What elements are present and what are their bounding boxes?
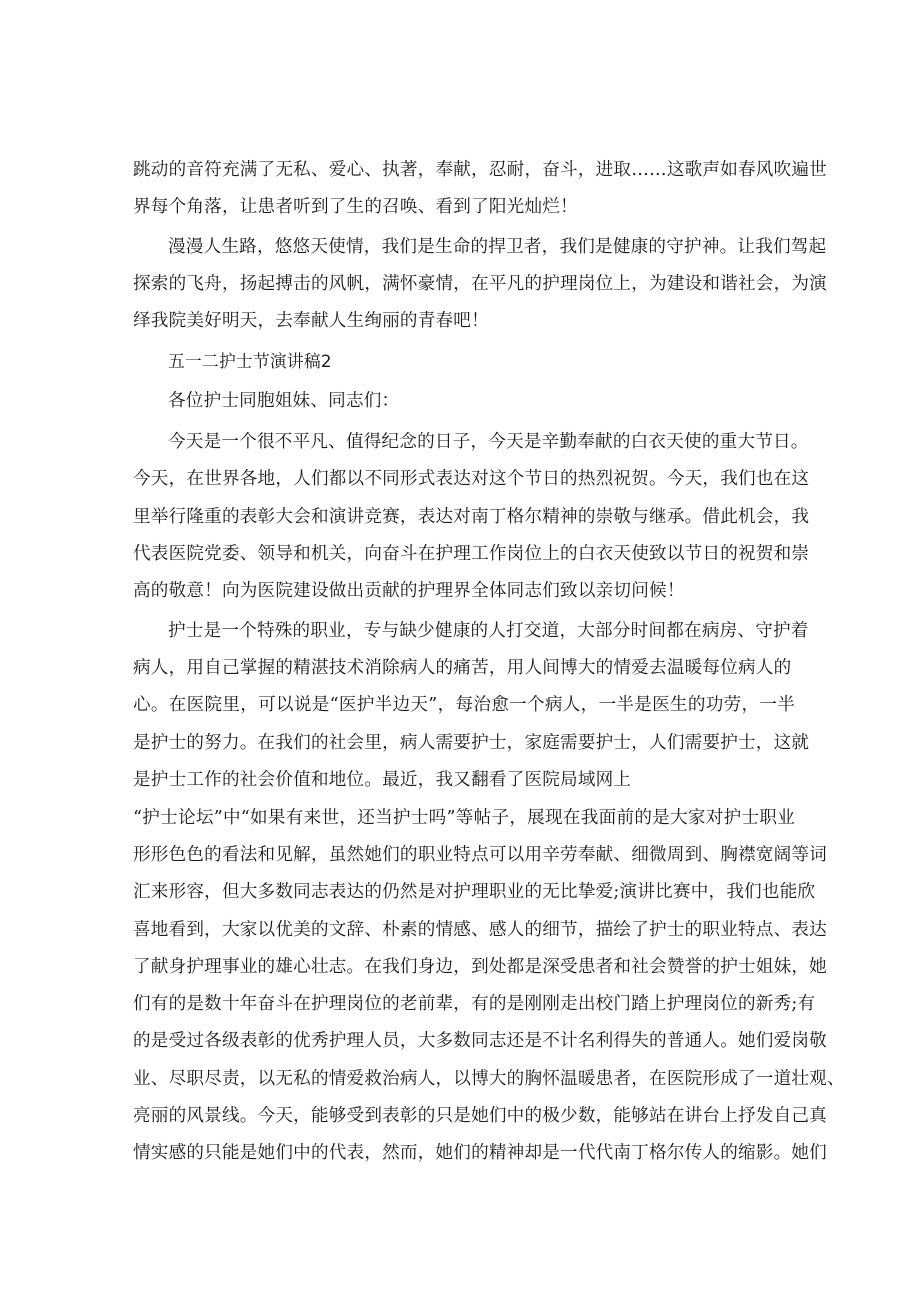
paragraph-line: 里举行隆重的表彰大会和演讲竞赛，表达对南丁格尔精神的崇敬与继承。借此机会，我 <box>133 507 810 527</box>
paragraph-line: 汇来形容，但大多数同志表达的仍然是对护理职业的无比挚爱;演讲比赛中，我们也能欣 <box>133 882 816 902</box>
paragraph-line: 们有的是数十年奋斗在护理岗位的老前辈，有的是刚刚走出校门踏上护理岗位的新秀;有 <box>133 994 816 1014</box>
paragraph-line: “护士论坛”中“如果有来世，还当护士吗”等帖子，展现在我面前的是大家对护士职业 <box>133 808 795 828</box>
paragraph-line: 心。在医院里，可以说是“医护半边天”，每治愈一个病人，一半是医生的功劳，一半 <box>133 695 795 715</box>
paragraph-line: 代表医院党委、领导和机关，向奋斗在护理工作岗位上的白衣天使致以节日的祝贺和崇 <box>133 544 810 564</box>
paragraph-line: 情实感的只能是她们中的代表，然而，她们的精神却是一代代南丁格尔传人的缩影。她们 <box>133 1143 827 1163</box>
paragraph-line: 业、尽职尽责，以无私的情爱救治病人，以博大的胸怀温暖患者，在医院形成了一道壮观、 <box>133 1069 845 1089</box>
paragraph-line: 了献身护理事业的雄心壮志。在我们身边，到处都是深受患者和社会赞誉的护士姐妹，她 <box>133 957 827 977</box>
paragraph-line: 是护士的努力。在我们的社会里，病人需要护士，家庭需要护士，人们需要护士，这就 <box>133 733 810 753</box>
paragraph-line: 护士是一个特殊的职业，专与缺少健康的人打交道，大部分时间都在病房、守护着 <box>168 621 809 641</box>
paragraph-line: 跳动的音符充满了无私、爱心、执著，奉献，忍耐，奋斗，进取……这歌声如春风吹遍世 <box>133 160 827 180</box>
paragraph-line: 病人，用自己掌握的精湛技术消除病人的痛苦，用人间博大的情爱去温暖每位病人的 <box>133 658 792 678</box>
salutation: 各位护士同胞姐妹、同志们： <box>168 391 400 411</box>
section-heading: 五一二护士节演讲稿2 <box>168 351 332 371</box>
paragraph-line: 界每个角落，让患者听到了生的召唤、看到了阳光灿烂！ <box>133 197 578 217</box>
paragraph-line: 的是受过各级表彰的优秀护理人员，大多数同志还是不计名利得失的普通人。她们爱岗敬 <box>133 1031 827 1051</box>
paragraph-line: 喜地看到，大家以优美的文辞、朴素的情感、感人的细节，描绘了护士的职业特点、表达 <box>133 920 827 940</box>
paragraph-line: 漫漫人生路，悠悠天使情，我们是生命的捍卫者，我们是健康的守护神。让我们驾起 <box>168 237 827 257</box>
paragraph-line: 绎我院美好明天，去奉献人生绚丽的青春吧！ <box>133 311 489 331</box>
paragraph-line: 探索的飞舟，扬起搏击的风帆，满怀豪情，在平凡的护理岗位上，为建设和谐社会，为演 <box>133 274 827 294</box>
paragraph-line: 今天，在世界各地，人们都以不同形式表达对这个节日的热烈祝贺。今天，我们也在这 <box>133 469 810 489</box>
paragraph-line: 亮丽的风景线。今天，能够受到表彰的只是她们中的极少数，能够站在讲台上抒发自己真 <box>133 1106 827 1126</box>
paragraph-line: 是护士工作的社会价值和地位。最近，我又翻看了医院局域网上 <box>133 770 632 790</box>
paragraph-line: 形形色色的看法和见解，虽然她们的职业特点可以用辛劳奉献、细微周到、胸襟宽阔等词 <box>133 845 827 865</box>
paragraph-line: 高的敬意！向为医院建设做出贡献的护理界全体同志们致以亲切问候！ <box>133 581 685 601</box>
paragraph-line: 今天是一个很不平凡、值得纪念的日子，今天是辛勤奉献的白衣天使的重大节日。 <box>168 432 809 452</box>
